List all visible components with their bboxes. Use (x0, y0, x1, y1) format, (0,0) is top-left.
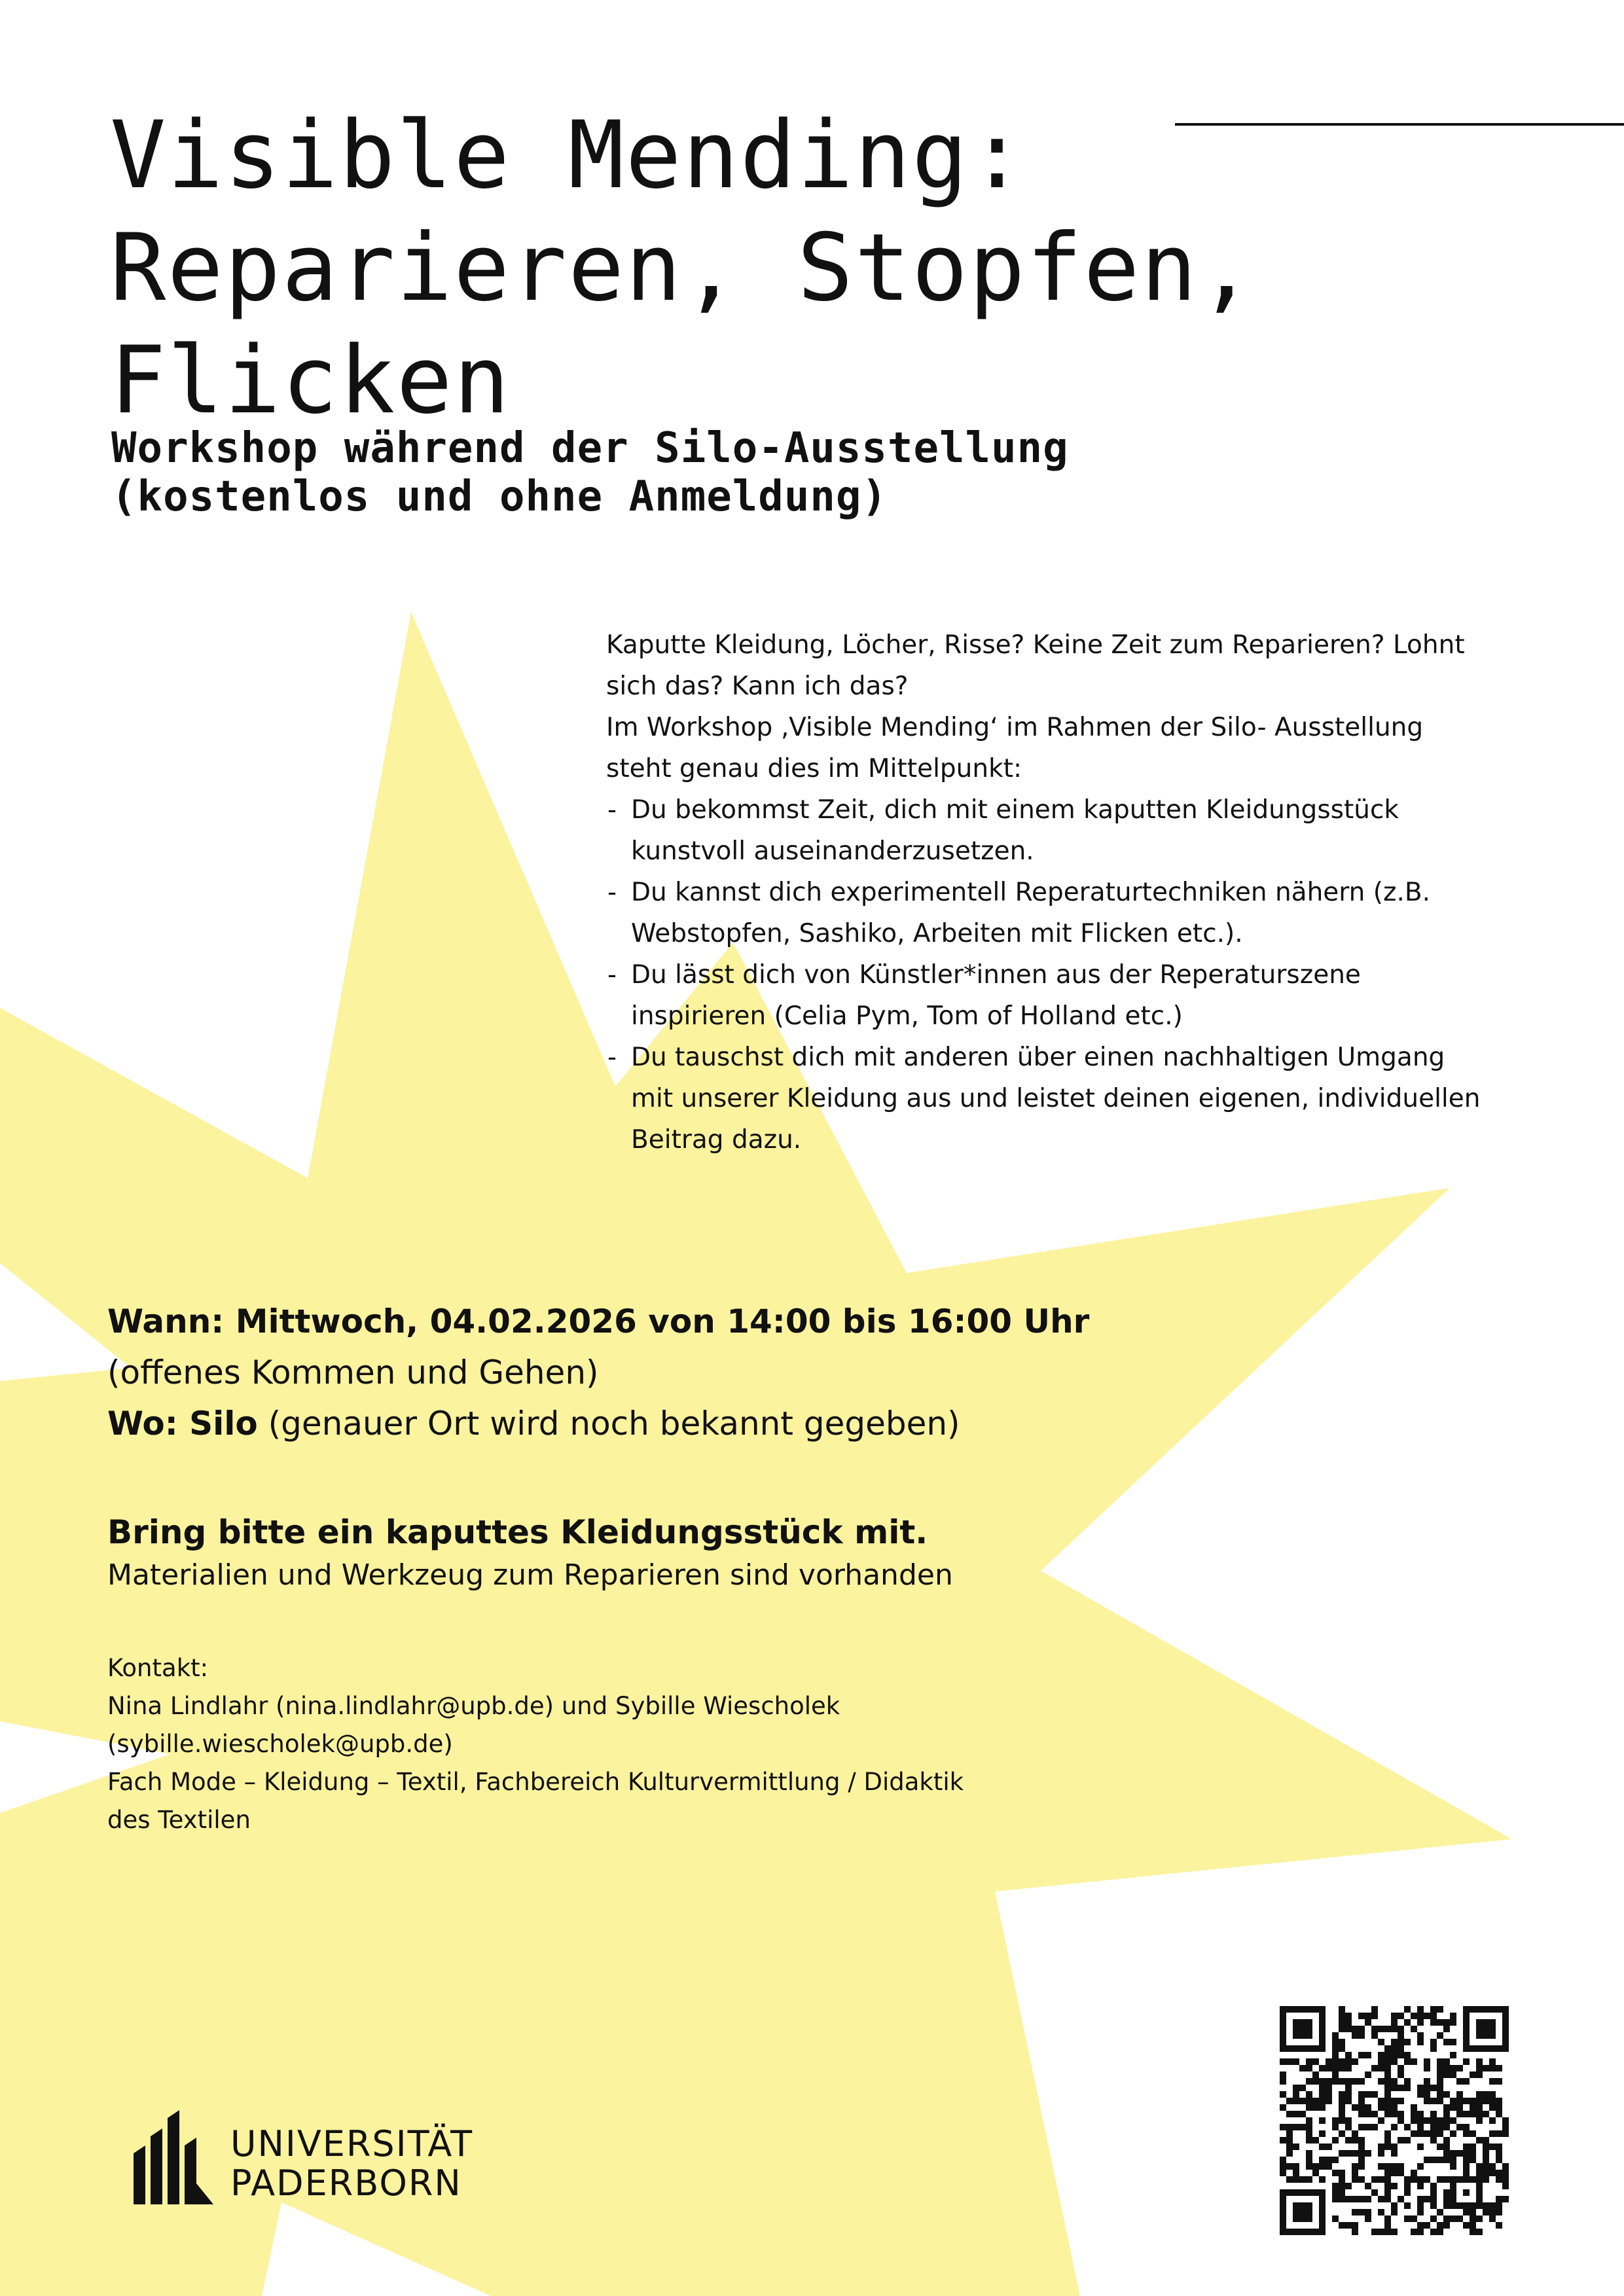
contact-line-1: Nina Lindlahr (nina.lindlahr@upb.de) und Sybille Wiescholek (107, 1692, 840, 1720)
event-when: Wann: Mittwoch, 04.02.2026 von 14:00 bis 16:00 Uhr (107, 1302, 1090, 1340)
list-item (606, 1037, 1523, 1160)
bullet-4-line-1: Du tauschst dich mit anderen über einen nachhaltigen Umgang (631, 1043, 1445, 1072)
contact-label: Kontakt: (107, 1654, 209, 1682)
university-logo (131, 2101, 484, 2212)
subtitle-line-1: Workshop während der Silo-Ausstellung (111, 424, 1069, 473)
intro-question-line-2: sich das? Kann ich das? (606, 672, 909, 701)
page-title (110, 99, 1354, 437)
contact-block (107, 1649, 1089, 1839)
bring-subline: Materialien und Werkzeug zum Reparieren sind vorhanden (107, 1558, 953, 1592)
bullet-4-line-2: mit unserer Kleidung aus und leistet deinen eigenen, individuellen (631, 1084, 1481, 1113)
event-details (107, 1296, 1286, 1449)
bullet-2-line-2: Webstopfen, Sashiko, Arbeiten mit Flicken etc.). (631, 919, 1243, 948)
bring-headline: Bring bitte ein kaputtes Kleidungsstück mit. (107, 1513, 928, 1551)
title-line-1: Visible Mending: (110, 101, 1026, 209)
logo-line-1: UNIVERSITÄT (230, 2123, 474, 2164)
title-line-3: Flicken (110, 327, 511, 435)
contact-line-3: Fach Mode – Kleidung – Textil, Fachbereich Kulturvermittlung / Didaktik (107, 1768, 964, 1796)
qr-code-icon[interactable] (1280, 2006, 1509, 2235)
intro-question-line-1: Kaputte Kleidung, Löcher, Risse? Keine Zeit zum Reparieren? Lohnt (606, 630, 1465, 660)
university-paderborn-logo-icon (131, 2106, 216, 2204)
contact-line-4: des Textilen (107, 1806, 251, 1834)
university-wordmark (230, 2125, 473, 2203)
bullet-3-line-1: Du lässt dich von Künstler*innen aus der Reperaturszene (631, 960, 1361, 990)
event-where-label: Wo: Silo (107, 1405, 258, 1443)
bullet-1-line-2: kunstvoll auseinanderzusetzen. (631, 836, 1034, 866)
event-where-note: (genauer Ort wird noch bekannt gegeben) (257, 1405, 960, 1443)
bring-notice (107, 1511, 1286, 1597)
bullet-4-line-3: Beitrag dazu. (631, 1125, 802, 1155)
intro-text-block (606, 624, 1523, 1160)
event-when-note: (offenes Kommen und Gehen) (107, 1354, 599, 1391)
intro-bullet-list (606, 789, 1523, 1160)
list-item (606, 872, 1523, 954)
intro-lead-line-1: Im Workshop ‚Visible Mending‘ im Rahmen der Silo- Ausstellung (606, 713, 1424, 742)
logo-line-2: PADERBORN (230, 2162, 462, 2204)
intro-questions (606, 624, 1523, 707)
title-line-2: Reparieren, Stopfen, (110, 214, 1255, 322)
list-item (606, 789, 1523, 872)
bullet-3-line-2: inspirieren (Celia Pym, Tom of Holland etc.) (631, 1001, 1183, 1031)
intro-lead (606, 707, 1523, 789)
intro-lead-line-2: steht genau dies im Mittelpunkt: (606, 754, 1022, 783)
subtitle-line-2: (kostenlos und ohne Anmeldung) (111, 473, 888, 521)
contact-line-2: (sybille.wiescholek@upb.de) (107, 1730, 453, 1758)
page-subtitle (111, 424, 1355, 521)
bullet-1-line-1: Du bekommst Zeit, dich mit einem kaputten Kleidungsstück (631, 795, 1399, 825)
bullet-2-line-1: Du kannst dich experimentell Reperaturtechniken nähern (z.B. (631, 878, 1430, 907)
event-where (107, 1398, 1286, 1449)
list-item (606, 954, 1523, 1037)
